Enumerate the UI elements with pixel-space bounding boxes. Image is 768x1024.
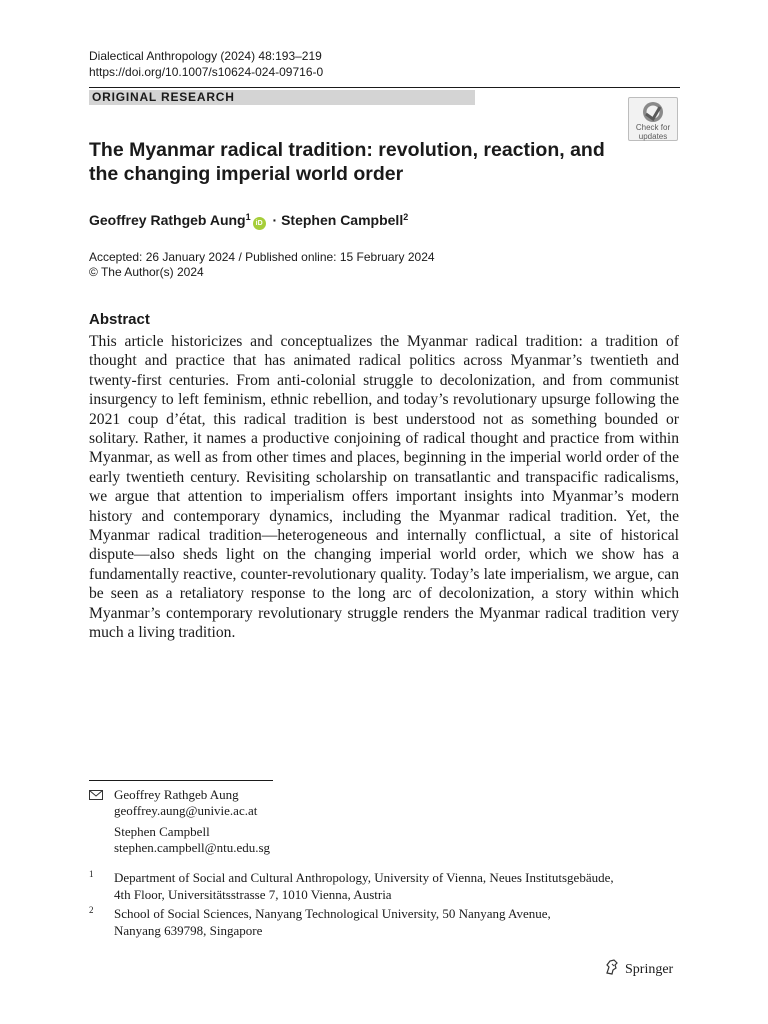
doi-link[interactable]: https://doi.org/10.1007/s10624-024-09716-0 — [89, 65, 324, 79]
corresponding-author-1 — [114, 787, 257, 819]
affiliation-1-text — [114, 869, 614, 903]
affiliation-1-line-2: 4th Floor, Universitätsstrasse 7, 1010 Vienna, Austria — [114, 887, 392, 902]
affiliation-1-number: 1 — [89, 869, 94, 879]
corr1-name: Geoffrey Rathgeb Aung — [114, 787, 239, 802]
article-title: The Myanmar radical tradition: revolution, reaction, and the changing imperial world order — [89, 139, 605, 185]
copyright-line: © The Author(s) 2024 — [89, 265, 204, 279]
publication-dates — [89, 250, 435, 280]
springer-horse-icon — [603, 958, 621, 976]
article-type-badge: ORIGINAL RESEARCH — [89, 90, 475, 105]
corr2-email-link[interactable]: stephen.campbell@ntu.edu.sg — [114, 840, 271, 855]
affiliation-2-line-2: Nanyang 639798, Singapore — [114, 923, 263, 938]
check-updates-label-1: Check for — [635, 123, 671, 132]
abstract-text: This article historicizes and conceptualizes the Myanmar radical tradition: a tradition of thought and practice that has animated radical politics across Myanmar’s twentieth and twenty-first centuries. From anti-colonial struggle to decolonization, and from communist insurgency to left feminism, ethnic rebellion, and today’s revolutionary upsurge following the 2021 coup d’état, this radical tradition is best understood not as something bounded or solitary. Rather, it names a productive conjoining of radical thought and practice from within Myanmar, as well as from other times and places, beginning in the imperial world order of the early twentieth century. Revisiting scholarship on transatlantic and transpacific radicalisms, we argue that attention to imperialism offers important insights into Myanmar’s modern history and contemporary dynamics, including the Myanmar radical tradition. Yet, the Myanmar radical tradition—heterogeneous and internally conflictual, a site of historical dispute—also sheds light on the changing imperial world order, which we show has a fundamentally reactive, counter-revolutionary quality. Today’s late imperialism, we argue, can be seen as a retaliatory response to the long arc of decolonization, a story within which Myanmar’s contemporary revolutionary struggle renders the Myanmar radical tradition very much a living tradition. — [89, 333, 679, 642]
author-1-name[interactable]: Geoffrey Rathgeb Aung — [89, 212, 246, 228]
accepted-published-line: Accepted: 26 January 2024 / Published online: 15 February 2024 — [89, 250, 435, 264]
springer-logo[interactable] — [603, 958, 673, 979]
affiliation-2-number: 2 — [89, 905, 94, 915]
author-2-affiliation-marker: 2 — [403, 212, 409, 222]
author-2-name[interactable]: Stephen Campbell — [281, 212, 404, 228]
check-for-updates-button[interactable] — [628, 97, 678, 141]
check-updates-icon — [641, 101, 665, 123]
orcid-icon[interactable]: iD — [253, 217, 266, 230]
corr1-email-link[interactable]: geoffrey.aung@univie.ac.at — [114, 803, 258, 818]
author-list — [89, 208, 408, 230]
publisher-name: Springer — [625, 962, 674, 977]
journal-citation — [89, 48, 323, 80]
affiliation-1-line-1: Department of Social and Cultural Anthropology, University of Vienna, Neues Institutsgebäude, — [114, 870, 614, 885]
affiliation-2-text — [114, 905, 551, 939]
author-1-affiliation-marker: 1 — [245, 212, 251, 222]
abstract-heading: Abstract — [89, 311, 150, 328]
header-rule — [89, 87, 680, 88]
author-separator: · — [268, 212, 282, 228]
check-updates-label-2: updates — [638, 131, 668, 141]
journal-line: Dialectical Anthropology (2024) 48:193–219 — [89, 49, 322, 63]
corr2-name: Stephen Campbell — [114, 824, 210, 839]
footnote-rule — [89, 780, 273, 781]
envelope-icon — [89, 790, 103, 800]
affiliation-2-line-1: School of Social Sciences, Nanyang Technological University, 50 Nanyang Avenue, — [114, 906, 551, 921]
corresponding-author-2 — [114, 824, 270, 856]
